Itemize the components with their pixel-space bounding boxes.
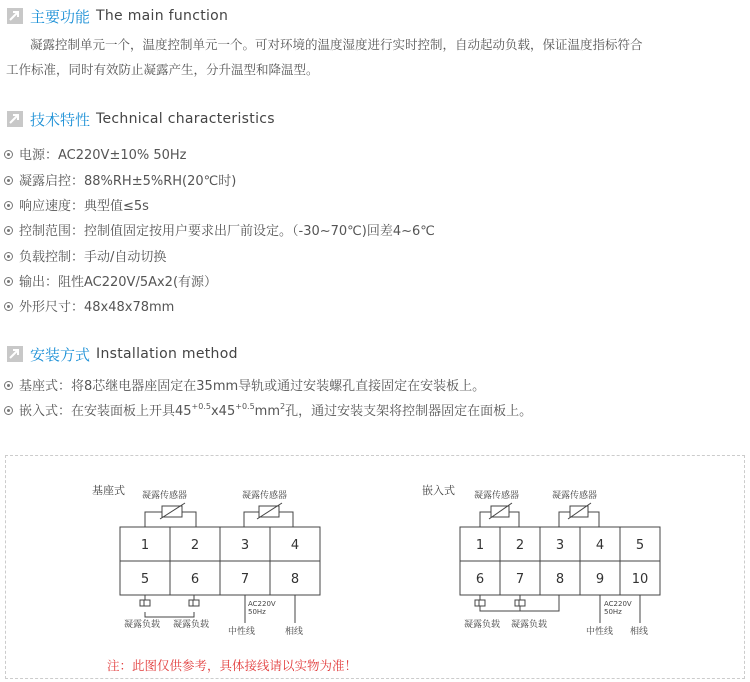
terminal-number: 2	[515, 538, 525, 553]
section-title-en: The main function	[96, 8, 229, 24]
neutral-label: 中性线	[586, 627, 614, 637]
terminal-number: 3	[240, 538, 250, 553]
spec-item-condensation: 凝露启控：88%RH±5%RH(20℃时)	[4, 170, 236, 189]
terminal-number: 2	[190, 538, 200, 553]
terminal-number: 5	[140, 572, 150, 587]
spec-item-output: 输出：阻性AC220V/5Ax2(有源）	[4, 271, 217, 290]
terminal-number: 8	[290, 572, 300, 587]
terminal-number: 3	[555, 538, 565, 553]
spec-item-power: 电源：AC220V±10% 50Hz	[4, 144, 187, 163]
diagram-note: 注：此图仅供参考，具体接线请以实物为准！	[107, 658, 358, 673]
install-item-base: 基座式：将8芯继电器座固定在35mm导轨或通过安装螺孔直接固定在安装板上。	[4, 375, 485, 394]
load-label: 凝露负载	[124, 620, 161, 630]
spec-item-range: 控制范围：控制值固定按用户要求出厂前设定。（-30~70℃)回差4~6℃	[4, 220, 435, 239]
spec-item-dimensions: 外形尺寸：48x48x78mm	[4, 296, 174, 315]
terminal-number: 7	[240, 572, 250, 587]
terminal-number: 10	[631, 572, 649, 587]
load-label: 凝露负载	[173, 620, 210, 630]
terminal-number: 4	[595, 538, 605, 553]
function-paragraph-line1: 凝露控制单元一个，温度控制单元一个。可对环境的温度湿度进行实时控制，自动起动负载，保证温度指标符合	[30, 37, 643, 52]
install-item-embedded: 嵌入式：在安装面板上开具$45^{+0.5}x45^{+0.5}mm^2$孔，通过安装支架将控制器固定在面板上。	[4, 400, 532, 419]
sensor-symbol	[559, 503, 599, 527]
phase-label: 相线	[285, 627, 304, 637]
terminal-number: 1	[475, 538, 485, 553]
power-label: AC220V	[604, 600, 632, 608]
power-freq-label: 50Hz	[604, 608, 622, 616]
section-title-zh: 主要功能	[30, 7, 91, 26]
terminal-number: 6	[190, 572, 200, 587]
base-type-diagram	[92, 483, 320, 637]
power-freq-label: 50Hz	[248, 608, 266, 616]
section-title-en: Technical characteristics	[96, 111, 275, 127]
spec-item-load: 负载控制：手动/自动切换	[4, 246, 166, 265]
terminal-number: 6	[475, 572, 485, 587]
terminal-number: 9	[595, 572, 605, 587]
phase-label: 相线	[630, 627, 649, 637]
terminal-number: 8	[555, 572, 565, 587]
section-title-zh: 安装方式	[30, 345, 91, 364]
terminal-number: 4	[290, 538, 300, 553]
neutral-label: 中性线	[228, 627, 256, 637]
sensor-symbol	[244, 503, 293, 527]
section-title-en: Installation method	[96, 346, 238, 362]
power-label: AC220V	[248, 600, 276, 608]
load-label: 凝露负载	[464, 620, 501, 630]
sensor-symbol	[145, 503, 196, 527]
base-type-title: 基座式	[92, 484, 125, 497]
function-paragraph-line2: 工作标准，同时有效防止凝露产生，分升温型和降温型。	[6, 62, 319, 77]
sensor-label: 凝露传感器	[552, 491, 598, 501]
terminal-number: 5	[635, 538, 645, 553]
sensor-label: 凝露传感器	[142, 491, 188, 501]
terminal-number: 1	[140, 538, 150, 553]
spec-item-response: 响应速度：典型值≤5s	[4, 195, 149, 214]
embedded-type-title: 嵌入式	[422, 484, 455, 497]
terminal-number: 7	[515, 572, 525, 587]
load-label: 凝露负载	[511, 620, 548, 630]
sensor-label: 凝露传感器	[474, 491, 520, 501]
sensor-label: 凝露传感器	[242, 491, 288, 501]
section-title-zh: 技术特性	[30, 110, 91, 129]
embedded-type-diagram	[422, 483, 660, 637]
sensor-symbol	[480, 503, 519, 527]
